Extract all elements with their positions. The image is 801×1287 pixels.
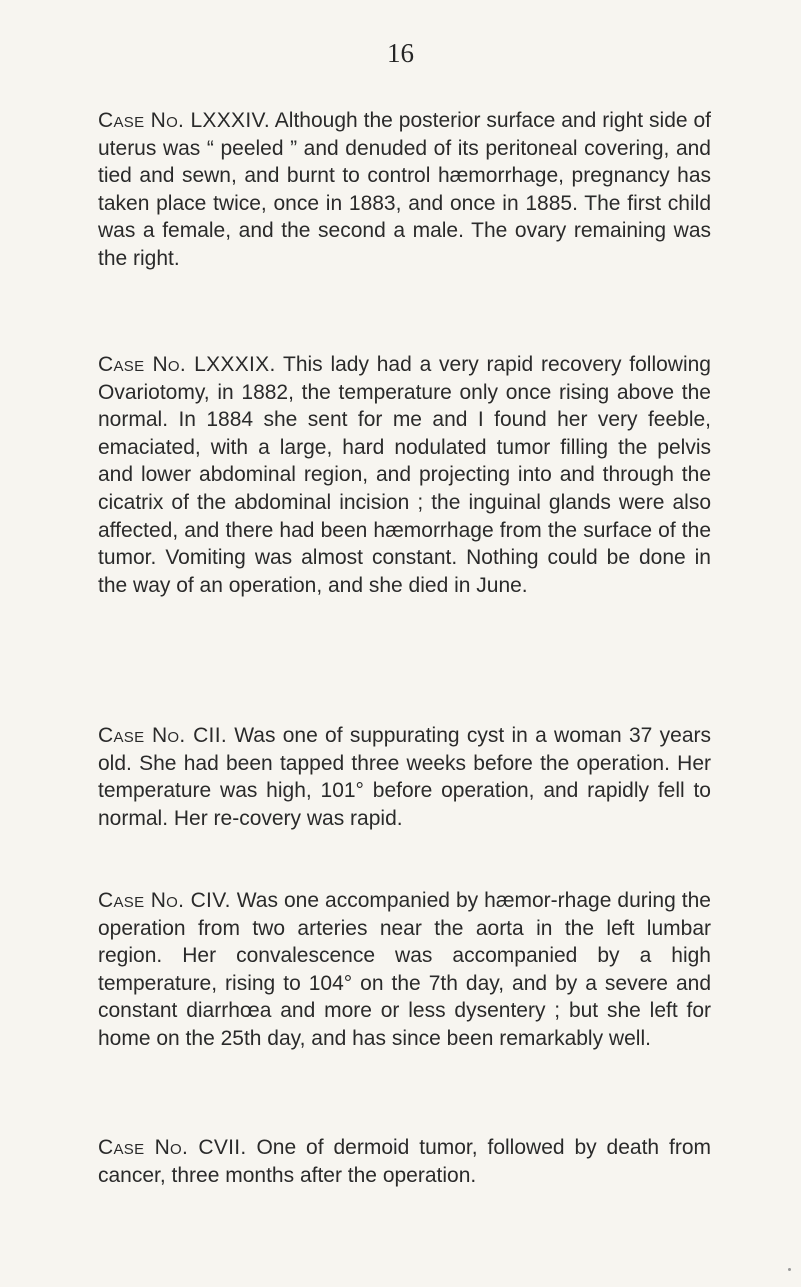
case-text: This lady had a very rapid recovery following Ovariotomy, in 1882, the temperature only once rising above the normal. In 1884 she sent for me and I found her very feeble, emaciated, with a large, hard nodulated tumor filling the pelvis and lower abdominal region, and projecting into and through the cicatrix of the abdominal incision ; the inguinal glands were also affected, and there had been hæmorrhage from the surface of the tumor. Vomiting was almost constant. Nothing could be done in the way of an operation, and she died in June. — [98, 353, 711, 597]
case-label: Case No. CIV. — [98, 889, 231, 912]
case-label: Case No. CVII. — [98, 1136, 247, 1159]
case-paragraph-lxxxix — [98, 351, 711, 599]
case-paragraph-cvii — [98, 1134, 711, 1189]
case-text: Was one accompanied by hæmor-rhage during the operation from two arteries near the aorta in the left lumbar region. Her convalescence was accompanied by a high temperature, rising to 104° on the 7th day, and by a severe and constant diarrhœa and more or less dysentery ; but she left for home on the 25th day, and has since been remarkably well. — [98, 889, 711, 1050]
case-text: One of dermoid tumor, followed by death from cancer, three months after the operation. — [98, 1136, 711, 1187]
page-number: 16 — [387, 38, 414, 68]
case-label: Case No. CII. — [98, 724, 227, 747]
case-paragraph-lxxxiv — [98, 107, 711, 273]
case-paragraph-cii — [98, 722, 711, 832]
paper-speck — [788, 1268, 791, 1271]
case-text: Was one of suppurating cyst in a woman 37 years old. She had been tapped three weeks before the operation. Her temperature was high, 101° before operation, and rapidly fell to normal. Her re-covery was rapid. — [98, 724, 711, 830]
case-text: Although the posterior surface and right side of uterus was “ peeled ” and denuded of its peritoneal covering, and tied and sewn, and burnt to control hæmorrhage, pregnancy has taken place twice, once in 1883, and once in 1885. The first child was a female, and the second a male. The ovary remaining was the right. — [98, 109, 712, 270]
case-label: Case No. LXXXIV. — [98, 109, 270, 132]
case-paragraph-civ — [98, 887, 711, 1053]
case-label: Case No. LXXXIX. — [98, 353, 276, 376]
